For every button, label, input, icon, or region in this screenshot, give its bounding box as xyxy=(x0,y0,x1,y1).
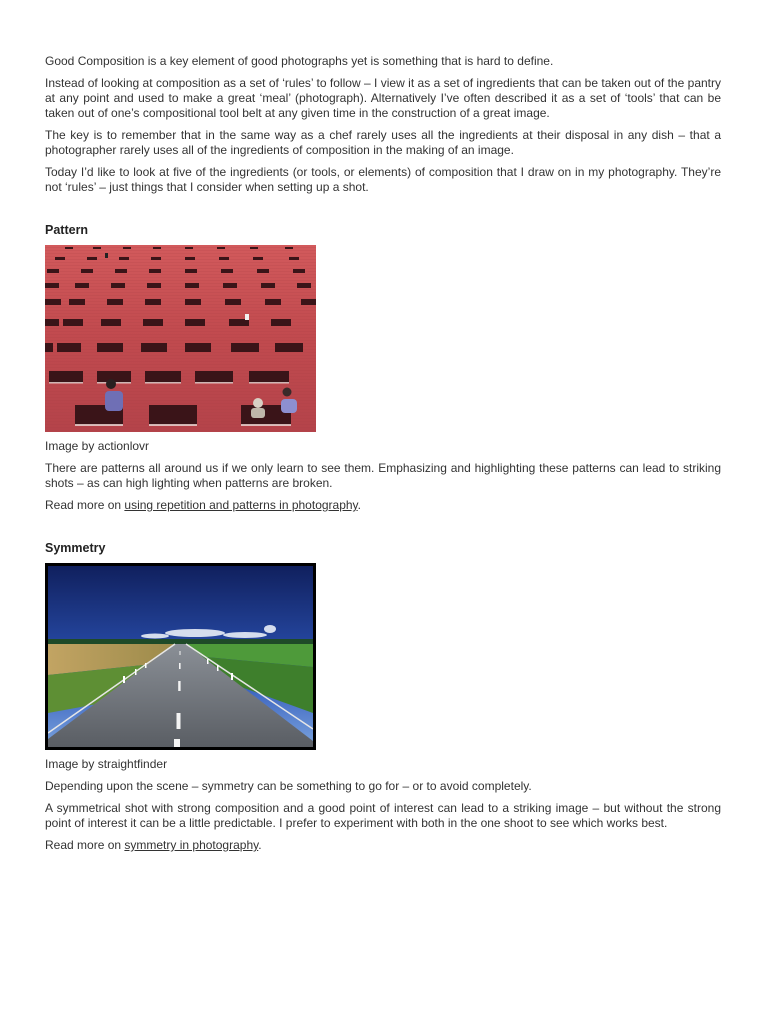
pattern-read-more-link[interactable]: using repetition and patterns in photography xyxy=(124,498,358,512)
pattern-read-more-prefix: Read more on xyxy=(45,498,125,512)
section-spacer xyxy=(45,520,721,541)
symmetry-image-caption: Image by straightfinder xyxy=(45,757,168,771)
symmetry-body-2: A symmetrical shot with strong composition and a good point of interest can lead to a striking image – but without the strong point of interest it can be a little predictable. I prefer to experiment with both in the one shoot to see which works best. xyxy=(45,801,721,830)
intro-paragraph-1: Good Composition is a key element of good photographs yet is something that is hard to define. xyxy=(45,54,554,68)
pattern-body: There are patterns all around us if we only learn to see them. Emphasizing and highlighting these patterns can lead to striking shots – as can high lighting when patterns are broken. xyxy=(45,461,721,490)
section-spacer xyxy=(45,202,721,223)
intro-paragraph-4: Today I’d like to look at five of the ingredients (or tools, or elements) of composition that I draw on in my photography. They’re not ‘rules’ – just things that I consider when setting up a shot. xyxy=(45,165,721,194)
intro-paragraph-2: Instead of looking at composition as a set of ‘rules’ to follow – I view it as a set of ingredients that can be taken out of the pantry at any point and used to make a great ‘meal’ (photograph). Alternatively I’ve often described it as a set of ‘tools’ that can be taken out of one’s compositional tool belt at any given time in the construction of a great image. xyxy=(45,76,721,120)
pattern-heading: Pattern xyxy=(45,223,89,237)
pattern-photo xyxy=(45,245,316,432)
intro-paragraph-3: The key is to remember that in the same way as a chef rarely uses all the ingredients at their disposal in any dish – that a photographer rarely uses all of the ingredients of composition in the making of an image. xyxy=(45,128,721,157)
pattern-read-more xyxy=(45,498,721,513)
symmetry-read-more-prefix: Read more on xyxy=(45,838,125,852)
symmetry-heading: Symmetry xyxy=(45,541,106,555)
symmetry-read-more-link[interactable]: symmetry in photography xyxy=(124,838,259,852)
pattern-read-more-suffix: . xyxy=(357,498,362,512)
symmetry-read-more-suffix: . xyxy=(258,838,262,852)
symmetry-photo xyxy=(45,563,316,750)
pattern-image-caption: Image by actionlovr xyxy=(45,439,150,453)
symmetry-read-more xyxy=(45,838,721,853)
article-body xyxy=(45,54,721,860)
symmetry-body-1: Depending upon the scene – symmetry can be something to go for – or to avoid completely. xyxy=(45,779,532,793)
